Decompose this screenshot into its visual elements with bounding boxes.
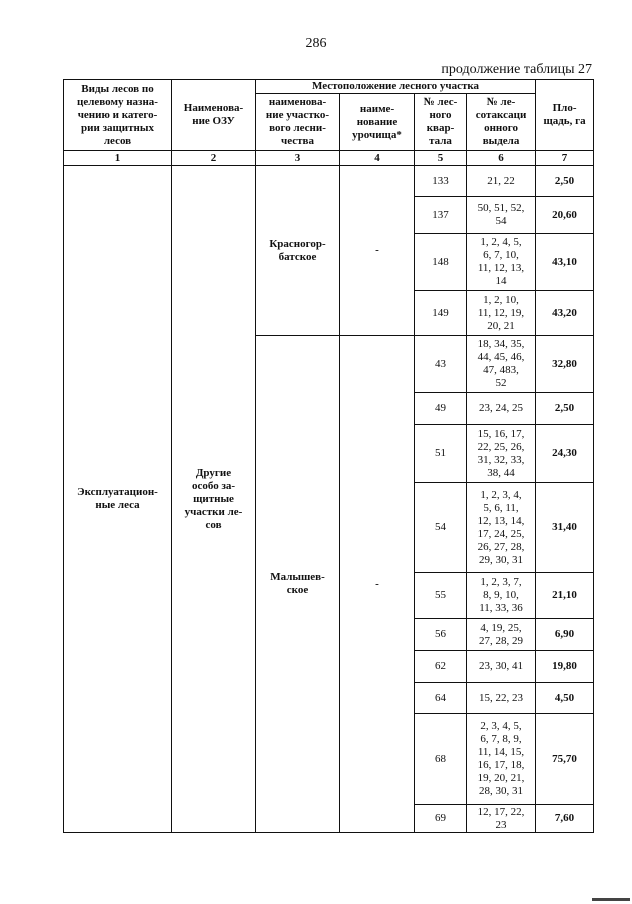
table-body — [64, 166, 594, 833]
forest-type-cell: Эксплуатацион- ные леса — [64, 166, 172, 833]
forestry-cell: Красногор- батское — [256, 166, 340, 336]
quarter-cell: 137 — [415, 197, 467, 234]
area-cell: 32,80 — [536, 336, 594, 393]
allotment-cell: 15, 16, 17, 22, 25, 26, 31, 32, 33, 38, 44 — [467, 425, 536, 483]
allotment-cell: 1, 2, 4, 5, 6, 7, 10, 11, 12, 13, 14 — [467, 234, 536, 291]
header-location-group: Местоположение лесного участка — [256, 80, 536, 94]
page-number: 286 — [305, 36, 327, 51]
quarter-cell: 51 — [415, 425, 467, 483]
area-cell: 20,60 — [536, 197, 594, 234]
header-quarter: № лес- ного квар- тала — [415, 94, 467, 151]
quarter-cell: 69 — [415, 805, 467, 833]
allotment-cell: 1, 2, 10, 11, 12, 19, 20, 21 — [467, 291, 536, 336]
column-number: 1 — [64, 151, 172, 166]
quarter-cell: 62 — [415, 651, 467, 683]
quarter-cell: 55 — [415, 573, 467, 619]
column-number: 4 — [340, 151, 415, 166]
column-number-row — [64, 151, 594, 166]
forestry-cell: Малышев- ское — [256, 336, 340, 833]
allotment-cell: 12, 17, 22, 23 — [467, 805, 536, 833]
column-number: 2 — [172, 151, 256, 166]
table-row — [64, 166, 594, 197]
allotment-cell: 4, 19, 25, 27, 28, 29 — [467, 619, 536, 651]
area-cell: 21,10 — [536, 573, 594, 619]
header-ozu-name: Наименова- ние ОЗУ — [172, 80, 256, 151]
quarter-cell: 56 — [415, 619, 467, 651]
allotment-cell: 23, 24, 25 — [467, 393, 536, 425]
allotment-cell: 21, 22 — [467, 166, 536, 197]
quarter-cell: 43 — [415, 336, 467, 393]
allotment-cell: 1, 2, 3, 7, 8, 9, 10, 11, 33, 36 — [467, 573, 536, 619]
area-cell: 2,50 — [536, 393, 594, 425]
allotment-cell: 23, 30, 41 — [467, 651, 536, 683]
area-cell: 43,10 — [536, 234, 594, 291]
quarter-cell: 133 — [415, 166, 467, 197]
table-continuation-caption: продолжение таблицы 27 — [441, 62, 592, 77]
quarter-cell: 49 — [415, 393, 467, 425]
allotment-cell: 18, 34, 35, 44, 45, 46, 47, 483, 52 — [467, 336, 536, 393]
area-cell: 31,40 — [536, 483, 594, 573]
header-forestry: наименова- ние участко- вого лесни- чества — [256, 94, 340, 151]
column-number: 5 — [415, 151, 467, 166]
scan-edge-mark — [592, 898, 630, 901]
ozu-name-cell: Другие особо за- щитные участки ле- сов — [172, 166, 256, 833]
area-cell: 43,20 — [536, 291, 594, 336]
quarter-cell: 64 — [415, 683, 467, 714]
header-area: Пло- щадь, га — [536, 80, 594, 151]
forest-plots-table — [63, 79, 594, 833]
area-cell: 24,30 — [536, 425, 594, 483]
column-number: 7 — [536, 151, 594, 166]
column-number: 6 — [467, 151, 536, 166]
area-cell: 7,60 — [536, 805, 594, 833]
quarter-cell: 68 — [415, 714, 467, 805]
tract-cell: - — [340, 336, 415, 833]
area-cell: 75,70 — [536, 714, 594, 805]
quarter-cell: 148 — [415, 234, 467, 291]
header-tract: наиме- нование урочища* — [340, 94, 415, 151]
quarter-cell: 54 — [415, 483, 467, 573]
allotment-cell: 2, 3, 4, 5, 6, 7, 8, 9, 11, 14, 15, 16, 17, 18, 19, 20, 21, 28, 30, 31 — [467, 714, 536, 805]
quarter-cell: 149 — [415, 291, 467, 336]
allotment-cell: 50, 51, 52, 54 — [467, 197, 536, 234]
allotment-cell: 1, 2, 3, 4, 5, 6, 11, 12, 13, 14, 17, 24, 25, 26, 27, 28, 29, 30, 31 — [467, 483, 536, 573]
column-number: 3 — [256, 151, 340, 166]
header-forest-type: Виды лесов по целевому назна- чению и катего- рии защитных лесов — [64, 80, 172, 151]
area-cell: 6,90 — [536, 619, 594, 651]
header-allotment: № ле- сотаксаци онного выдела — [467, 94, 536, 151]
allotment-cell: 15, 22, 23 — [467, 683, 536, 714]
area-cell: 4,50 — [536, 683, 594, 714]
area-cell: 19,80 — [536, 651, 594, 683]
tract-cell: - — [340, 166, 415, 336]
area-cell: 2,50 — [536, 166, 594, 197]
